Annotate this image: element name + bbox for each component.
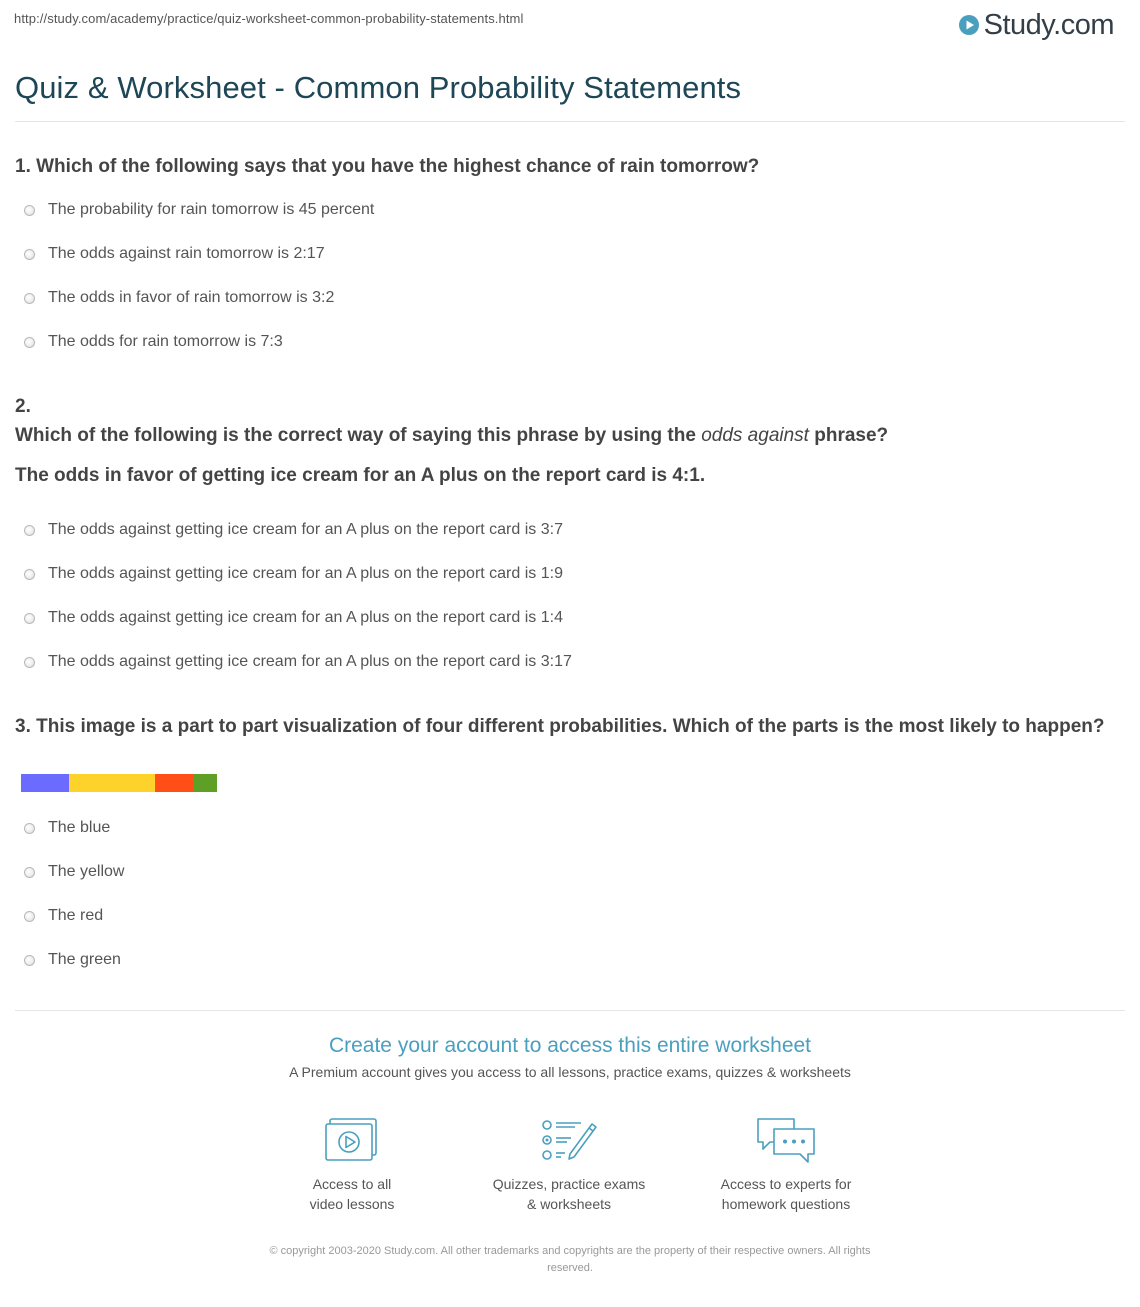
q1-option-2[interactable] (24, 242, 325, 266)
q1-option-1[interactable] (24, 198, 374, 222)
radio-button[interactable] (24, 569, 35, 580)
video-icon (320, 1116, 384, 1166)
feature-label-line: Access to all (312, 1176, 392, 1192)
option-label: The odds against getting ice cream for an A plus on the report card is 1:4 (48, 609, 563, 626)
chat-bubbles-icon (754, 1116, 818, 1166)
radio-button[interactable] (24, 867, 35, 878)
feature-video-lessons (252, 1116, 452, 1214)
option-label: The probability for rain tomorrow is 45 percent (48, 201, 375, 218)
bar-segment-blue (21, 774, 69, 792)
bar-segment-green (193, 774, 217, 792)
option-label: The blue (48, 819, 111, 836)
quiz-checklist-icon (537, 1116, 601, 1166)
feature-quizzes (469, 1116, 669, 1214)
radio-button[interactable] (24, 293, 35, 304)
option-label: The odds against getting ice cream for an A plus on the report card is 3:7 (48, 521, 563, 538)
page-title: Quiz & Worksheet - Common Probability Statements (15, 70, 742, 105)
question-3: 3. This image is a part to part visualization of four different probabilities. Which of the parts is the most likely to happen? (15, 716, 1105, 737)
play-circle-icon (958, 14, 980, 36)
option-label: The odds for rain tomorrow is 7:3 (48, 333, 283, 350)
option-label: The odds against getting ice cream for an A plus on the report card is 3:17 (48, 653, 572, 670)
divider (15, 121, 1125, 122)
q2-option-4[interactable] (24, 650, 572, 674)
radio-button[interactable] (24, 613, 35, 624)
premium-description: A Premium account gives you access to all lessons, practice exams, quizzes & worksheets (289, 1064, 851, 1080)
radio-button[interactable] (24, 205, 35, 216)
question-2-statement: The odds in favor of getting ice cream for an A plus on the report card is 4:1. (15, 465, 706, 486)
option-label: The green (48, 951, 121, 968)
option-label: The red (48, 907, 104, 924)
q2-option-1[interactable] (24, 518, 563, 542)
q3-option-1[interactable] (24, 816, 110, 840)
feature-label-line: homework questions (721, 1196, 851, 1212)
study-logo[interactable] (958, 8, 1114, 42)
radio-button[interactable] (24, 911, 35, 922)
create-account-link[interactable]: Create your account to access this entire worksheet (328, 1034, 812, 1057)
question-2-number: 2. (15, 396, 31, 417)
bar-segment-yellow (69, 774, 155, 792)
page-url: http://study.com/academy/practice/quiz-worksheet-common-probability-statements.html (14, 11, 524, 26)
option-label: The odds in favor of rain tomorrow is 3:2 (48, 289, 335, 306)
option-label: The odds against rain tomorrow is 2:17 (48, 245, 325, 262)
question-2-prompt: Which of the following is the correct way of saying this phrase by using the odds against phrase? (15, 425, 889, 446)
divider (15, 1010, 1125, 1011)
radio-button[interactable] (24, 657, 35, 668)
q3-option-2[interactable] (24, 860, 124, 884)
feature-label-line: Access to experts for (720, 1176, 852, 1192)
feature-label-line: video lessons (309, 1196, 395, 1212)
radio-button[interactable] (24, 337, 35, 348)
q3-option-4[interactable] (24, 948, 121, 972)
feature-label-line: & worksheets (526, 1196, 612, 1212)
feature-label-line: Quizzes, practice exams (492, 1176, 646, 1192)
q2-option-3[interactable] (24, 606, 563, 630)
question-1: 1. Which of the following says that you have the highest chance of rain tomorrow? (15, 156, 760, 177)
q1-option-4[interactable] (24, 330, 283, 354)
option-label: The odds against getting ice cream for an A plus on the report card is 1:9 (48, 565, 563, 582)
emphasis-odds-against: odds against (701, 425, 809, 446)
feature-experts (686, 1116, 886, 1214)
q1-option-3[interactable] (24, 286, 334, 310)
q3-option-3[interactable] (24, 904, 103, 928)
bar-segment-red (155, 774, 193, 792)
option-label: The yellow (48, 863, 125, 880)
radio-button[interactable] (24, 525, 35, 536)
radio-button[interactable] (24, 955, 35, 966)
logo-text: Study.com (983, 8, 1114, 41)
copyright-notice: © copyright 2003-2020 Study.com. All other trademarks and copyrights are the property of their respective owners. All rights reserved. (269, 1245, 871, 1274)
radio-button[interactable] (24, 249, 35, 260)
part-to-part-bar (21, 774, 217, 792)
q2-option-2[interactable] (24, 562, 563, 586)
radio-button[interactable] (24, 823, 35, 834)
